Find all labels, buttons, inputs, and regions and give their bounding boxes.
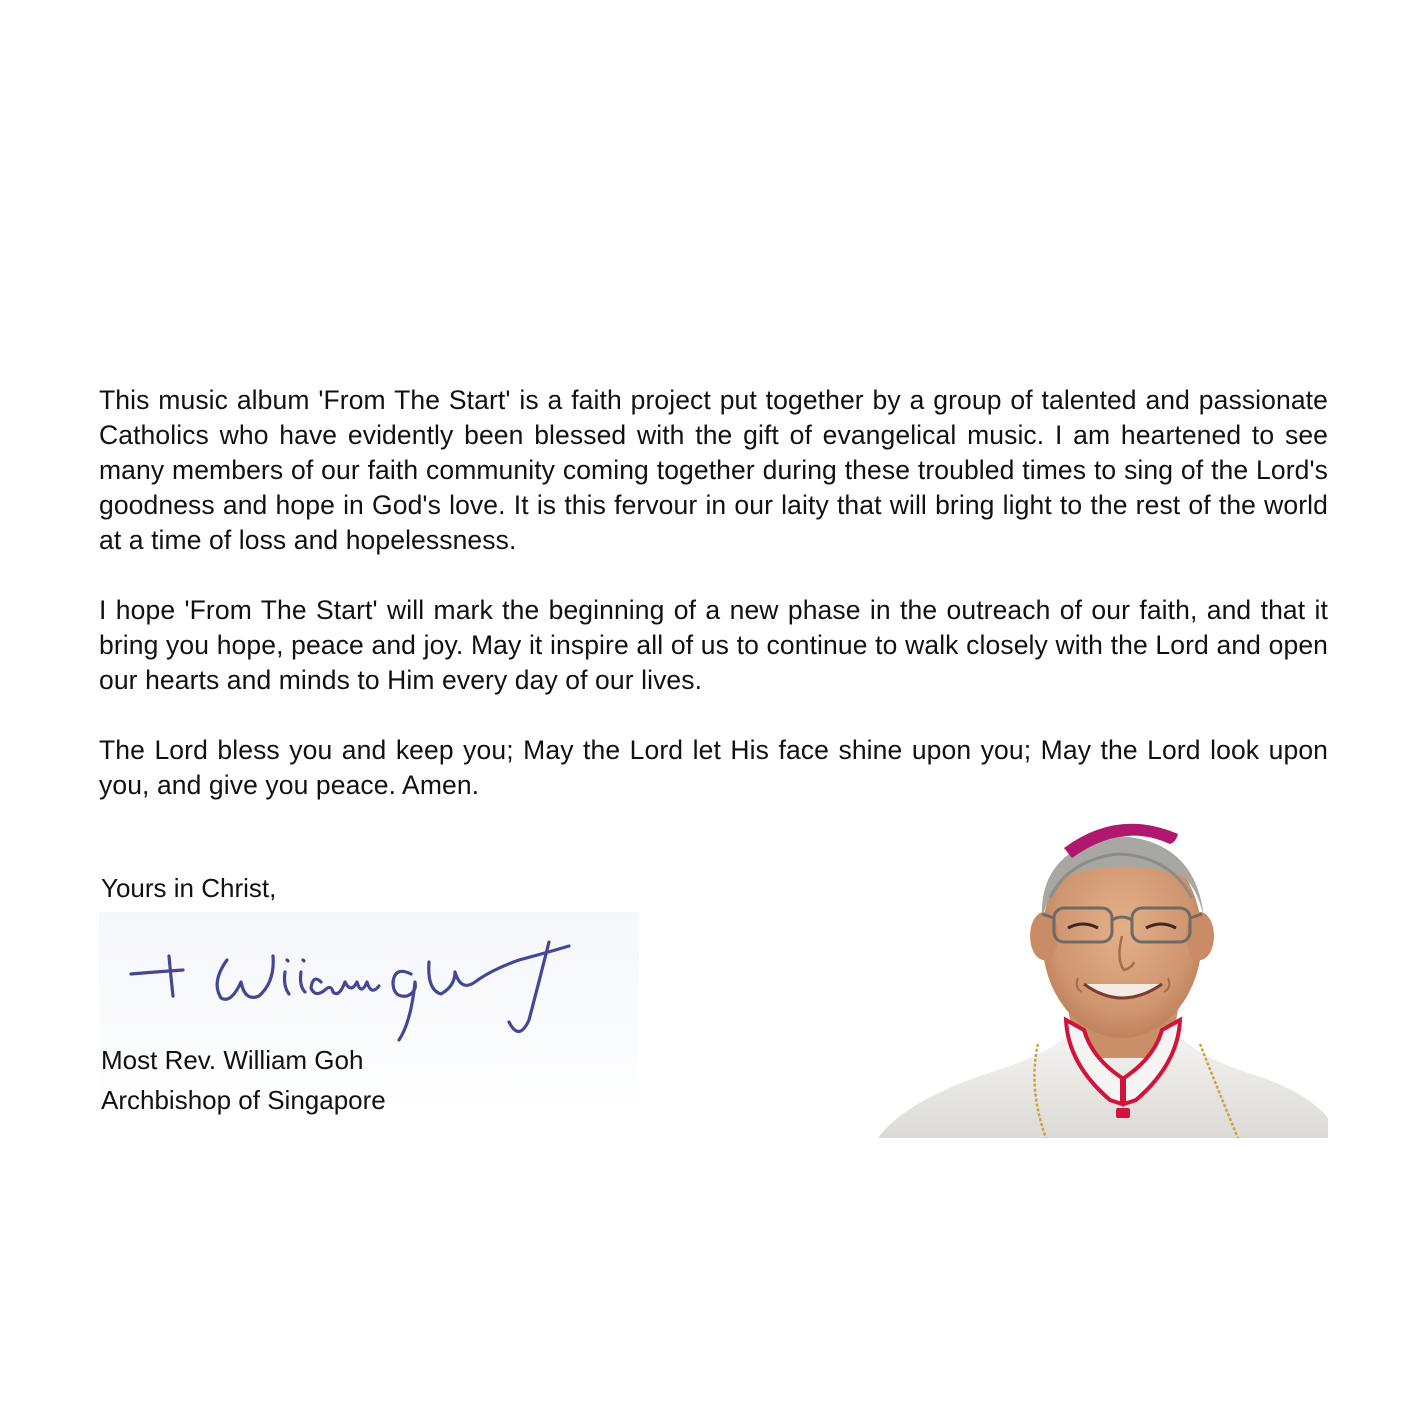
- closing-salutation: Yours in Christ,: [101, 873, 277, 903]
- paragraph-intro: This music album 'From The Start' is a faith project put together by a group of talented and passionate Catholics who have evidently been blessed with the gift of evangelical music. I am heartened to see many members of our faith community coming together during these troubled times to sing of the Lord's goodness and hope in God's love. It is this fervour in our laity that will bring light to the rest of the world at a time of loss and hopelessness.: [99, 385, 1328, 555]
- signatory-title: Archbishop of Singapore: [101, 1085, 386, 1115]
- letter-body: [99, 383, 1328, 803]
- paragraph-hope: I hope 'From The Start' will mark the beginning of a new phase in the outreach of our faith, and that it bring you hope, peace and joy. May it inspire all of us to continue to walk closely with the Lord and open our hearts and minds to Him every day of our lives.: [99, 595, 1328, 695]
- signatory-block: [101, 1040, 386, 1120]
- archbishop-portrait: [878, 808, 1328, 1138]
- signatory-name: Most Rev. William Goh: [101, 1045, 364, 1075]
- paragraph-blessing: The Lord bless you and keep you; May the Lord let His face shine upon you; May the Lord look upon you, and give you peace. Amen.: [99, 735, 1328, 800]
